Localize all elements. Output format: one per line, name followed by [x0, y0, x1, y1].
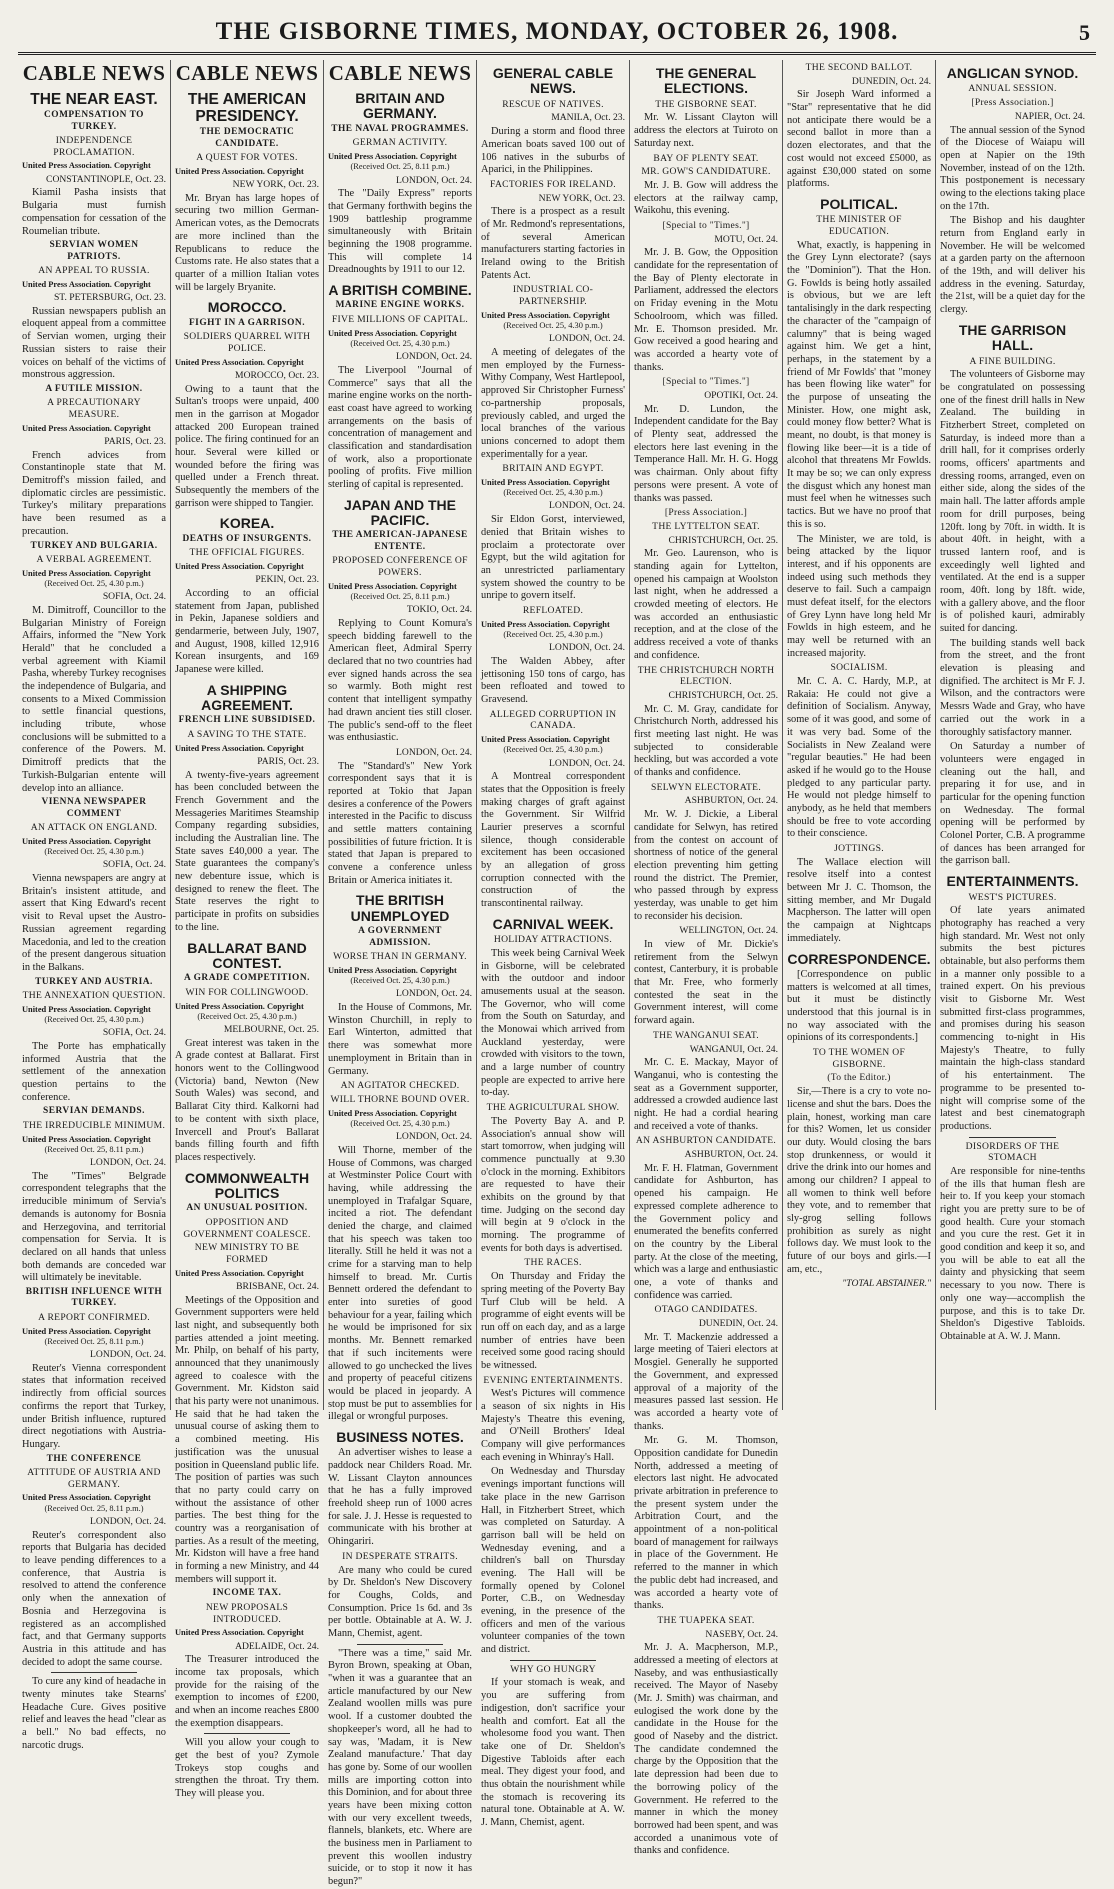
headline: MOROCCO.: [207, 299, 287, 316]
received-date: (Received Oct. 25, 4.30 p.m.): [44, 578, 144, 588]
headline: BRITAIN AND GERMANY.: [355, 90, 445, 122]
press-credit: [Press Association.]: [971, 97, 1054, 109]
press-credit: United Press Association. Copyright: [22, 1134, 151, 1144]
advertisement: To cure any kind of headache in twenty minutes take Stearns' Headache Cure. Gives positive relief and leaves the head "clear as a bell." No bad effects, no narcotic drugs.: [22, 1676, 166, 1751]
dateline: ST. PETERSBURG, Oct. 23.: [53, 292, 166, 304]
deck: SELWYN ELECTORATE.: [650, 781, 762, 793]
dateline: SOFIA, Oct. 24.: [102, 591, 166, 603]
received-date: (Received Oct. 25, 4.30 p.m.): [350, 338, 450, 348]
article-text: Mr. J. A. Macpherson, M.P., addressed a meeting of electors at Naseby, and was enthusiastically received. The Mayor of Naseby (Mr. J. Smith) was chairman, and eulogised the work done by the candidate in the House for the good of Naseby and the district. The candidate condemned the charge by the Opposition that the late depression had been due to the borrowing policy of the Government. He referred to the manner in which the money borrowed had been spent, and was accorded a unanimous vote of thanks and confidence.: [634, 1642, 778, 1857]
received-date: (Received Oct. 25, 4.30 p.m.): [503, 488, 603, 498]
press-credit: United Press Association. Copyright: [328, 965, 457, 975]
press-credit: [Press Association.]: [664, 507, 748, 519]
deck: OTAGO CANDIDATES.: [654, 1304, 758, 1316]
deck: WILL THORNE BOUND OVER.: [330, 1093, 470, 1105]
received-date: (Received Oct. 25, 8.11 p.m.): [44, 1503, 144, 1513]
article-text: Russian newspapers publish an eloquent appeal from a committee of Servian women, urging their Russian sisters to raise their voices on behalf of the victims of monstrous aggression.: [22, 305, 166, 381]
article-text: Are many who could be cured by Dr. Sheldon's New Discovery for Coughs, Colds, and Consumption. Price 1s 6d. and 3s per bottle. Obtainable at A. W. J. Mann, Chemist, agent.: [328, 1564, 472, 1639]
article-text: Of late years animated photography has reached a very high standard. Mr. West not only submits the best pictures obtainable, but also performs them in a manner only possible to a trained expert. On his previous visit to Gisborne Mr. West submitted first-class programmes, and promises during his season commencing to-night in His Majesty's Theatre, to fully maintain the high-class standard of his entertainment. The programme to be presented to-night will comprise some of the latest and best cinematograph productions.: [940, 905, 1085, 1132]
dateline: OPOTIKI, Oct. 24.: [704, 390, 778, 401]
article-text: Mr. J. B. Gow, the Opposition candidate for the representation of the Bay of Plenty electorate in Parliament, addressed the electors on Friday evening in the Motu Schoolroom, which was filled. Mr. E. Thomson presided. Mr. Gow received a good hearing and was accorded a hearty vote of thanks.: [634, 247, 778, 373]
article-text: Mr. C. A. C. Hardy, M.P., at Rakaia: He could not give a definition of Socialism. Anyway, some of it was good, and some of it was very bad. Some of the Socialists in New Zealand were "regular beauties." He had been asked if he would go to the House pledged to any particular party. He would not pledge himself to anybody, as he held that members should be free to vote according to their conscience.: [787, 676, 931, 840]
subheadline: FRENCH LINE SUBSIDISED.: [178, 715, 316, 726]
headline: THE NEAR EAST.: [30, 91, 158, 109]
subheadline: THE NAVAL PROGRAMMES.: [331, 123, 469, 134]
dateline: PARIS, Oct. 23.: [104, 436, 166, 448]
article-text: "There was a time," said Mr. Byron Brown, speaking at Oban, "when it was a guarantee that an article manufactured by our New Zealand woollen mills was pure wool. If a customer doubted the shopkeeper's word, all he had to say was, 'Madam, it is New Zealand manufacture.' That day has gone by. Some of our woollen mills are importing cotton into this Dominion, and for about three years have been mixing cotton with our very excellent tweeds, flannels, blankets, etc. Where are the business men in Parliament to prevent this woollen industry suicide, or to stop it now it has begun?": [328, 1647, 472, 1888]
deck: THE MINISTER OF EDUCATION.: [816, 214, 902, 237]
press-credit: United Press Association. Copyright: [328, 1108, 457, 1118]
dateline: MOROCCO, Oct. 23.: [235, 369, 319, 381]
dateline: MOTU, Oct. 24.: [714, 233, 778, 245]
column-banner: CABLE NEWS: [175, 61, 319, 85]
dateline: ASHBURTON, Oct. 24.: [684, 1149, 778, 1161]
salutation: (To the Editor.): [827, 1072, 891, 1084]
article-text: The Walden Abbey, after jettisoning 150 tons of cargo, has been refloated and towed to Gravesend.: [481, 655, 625, 705]
dateline: LONDON, Oct. 24.: [90, 1157, 166, 1169]
deck: THE LYTTELTON SEAT.: [652, 520, 760, 532]
deck: INDEPENDENCE PROCLAMATION.: [53, 135, 135, 158]
received-date: (Received Oct. 25, 4.30 p.m.): [350, 976, 450, 986]
special-credit: [Special to "Times."]: [662, 376, 750, 388]
article-text: Vienna newspapers are angry at Britain's insistent attitude, and assert that King Edward's recent visit to Reval upset the Austro-Russian agreement regarding Macedonia, and led to the creation of the present dangerous situation in the Balkans.: [22, 873, 166, 973]
press-credit: United Press Association. Copyright: [22, 836, 151, 846]
deck: FIVE MILLIONS OF CAPITAL.: [331, 313, 469, 325]
press-credit: United Press Association. Copyright: [175, 561, 304, 571]
deck: THE ANNEXATION QUESTION.: [22, 990, 166, 1002]
divider: [51, 1672, 137, 1673]
subheadline: A FUTILE MISSION.: [45, 383, 143, 394]
dateline: PARIS, Oct. 23.: [257, 755, 319, 767]
deck: DISORDERS OF THE STOMACH: [965, 1140, 1060, 1164]
deck: A PRECAUTIONARY MEASURE.: [47, 397, 141, 421]
article-text: There is a prospect as a result of Mr. Redmond's representations, of several American manufacturers starting factories in Ireland owing to the British Patents Act.: [481, 206, 625, 281]
headline: ENTERTAINMENTS.: [946, 873, 1079, 890]
dateline: LONDON, Oct. 24.: [396, 746, 472, 758]
dateline: CHRISTCHURCH, Oct. 25.: [668, 534, 778, 546]
subheadline: INCOME TAX.: [212, 1588, 282, 1599]
headline: JAPAN AND THE PACIFIC.: [343, 496, 456, 529]
press-credit: United Press Association. Copyright: [22, 1326, 151, 1336]
subheadline: SERVIAN DEMANDS.: [43, 1106, 145, 1117]
article-text: The Liverpool "Journal of Commerce" says that all the marine engine works on the north-east coast have agreed to working arrangements on the basis of concentration of management and classification and standardisation of work, also a proportionate pooling of profits. Five million sterling of capital is represented.: [328, 364, 472, 491]
deck: NEW PROPOSALS INTRODUCED.: [205, 1601, 289, 1625]
deck: WHY GO HUNGRY: [510, 1663, 596, 1675]
column-4: [477, 60, 630, 1829]
article-text: Reuter's Vienna correspondent states that information received indirectly from official sources confirms the report that Turkey, under British influence, ruptured direct negotiations with Austria-Hungary.: [22, 1362, 166, 1450]
advertisement: Are responsible for nine-tenths of the ills that human flesh are heir to. If you keep your stomach right you are pretty sure to be of good health. Cure your stomach and you cure the rest. Get it in good condition and keep it so, and you will be able to eat all the dainty and physicking that seem necessary to you now. There is only one way—accomplish the purpose, and this is to take Dr. Sheldon's Digestive Tabloids. Obtainable at A. W. J. Mann.: [940, 1165, 1085, 1342]
deck: EVENING ENTERTAINMENTS.: [483, 1374, 623, 1386]
press-credit: United Press Association. Copyright: [22, 423, 151, 433]
deck: THE AGRICULTURAL SHOW.: [486, 1102, 620, 1114]
headline: ANGLICAN SYNOD.: [946, 65, 1079, 81]
dateline: CHRISTCHURCH, Oct. 25.: [668, 689, 778, 701]
subheadline: FIGHT IN A GARRISON.: [188, 317, 306, 328]
dateline: LONDON, Oct. 24.: [90, 1515, 166, 1527]
deck: ATTITUDE OF AUSTRIA AND GERMANY.: [27, 1467, 161, 1490]
headline: THE AMERICAN PRESIDENCY.: [187, 91, 307, 126]
dateline: NAPIER, Oct. 24.: [1014, 110, 1085, 122]
press-credit: United Press Association. Copyright: [22, 1004, 151, 1014]
article-text: In the House of Commons, Mr. Winston Churchill, in reply to Earl Winterton, admitted that there was somewhat more unemployment in Britain than in Germany.: [328, 1002, 472, 1077]
article-text: The Poverty Bay A. and P. Association's annual show will start tomorrow, when judging will commence punctually at 9.30 o'clock in the morning. Exhibitors are requested to have their exhibits on the ground by that time. Judging on the second day will begin at 9 o'clock in the morning. The programme of events for both days is advertised.: [481, 1115, 625, 1254]
headline: POLITICAL.: [820, 195, 898, 212]
deck: THE RACES.: [524, 1257, 582, 1269]
headline: GENERAL CABLE NEWS.: [492, 65, 614, 97]
article-text: The Minister, we are told, is being attacked by the liquor interest, and if his opponents are indeed using such methods they deserve to fail. Such a campaign must defeat itself, for the electors of Grey Lynn have long held Mr Fowlds in high esteem, and he may well be returned with an increased majority.: [787, 533, 931, 659]
deck: THE WANGANUI SEAT.: [652, 1029, 760, 1041]
dateline: WANGANUI, Oct. 24.: [689, 1043, 778, 1055]
article-text: Mr. C. E. Mackay, Mayor of Wanganui, who is contesting the seat as a Government supporter, addressed a crowded audience last night. He had a cordial hearing and received a vote of thanks.: [634, 1057, 778, 1132]
deck: A REPORT CONFIRMED.: [38, 1311, 150, 1323]
received-date: (Received Oct. 25, 8.11 p.m.): [350, 162, 450, 172]
article-text: According to an official statement from Japan, published in Pekin, Japanese soldiers and gendarmerie, between July, 1907, and August, 1908, killed 12,916 Korean insurgents, and 169 Japanese were killed.: [175, 587, 319, 676]
article-text: The building stands well back from the street, and the front elevation is pleasing and dignified. The architect is Mr F. J. Wilson, and the contractors were Messrs Wade and Gray, who have carried out the work in a thoroughly satisfactory manner.: [940, 637, 1085, 738]
subheadline: BRITISH INFLUENCE WITH TURKEY.: [25, 1286, 163, 1309]
deck: ANNUAL SESSION.: [968, 83, 1057, 95]
dateline: LONDON, Oct. 24.: [90, 1349, 166, 1361]
subheadline: SERVIAN WOMEN PATRIOTS.: [49, 240, 139, 262]
subheadline: THE AMERICAN-JAPANESE ENTENTE.: [332, 530, 468, 552]
received-date: (Received Oct. 25, 4.30 p.m.): [503, 321, 603, 331]
press-credit: United Press Association. Copyright: [22, 279, 151, 289]
deck: A FINE BUILDING.: [969, 355, 1056, 367]
dateline: BRISBANE, Oct. 24.: [236, 1280, 319, 1292]
article-text: Mr. D. Lundon, the Independent candidate for the Bay of Plenty seat, addressed the electors here last evening in the Temperance Hall. Mr. H. G. Hogg was chairman. Only about fifty persons were present. A vote of thanks was passed.: [634, 403, 778, 504]
article-text: A Montreal correspondent states that the Opposition is freely making charges of graft against the Government. Sir Wilfrid Laurier preserves a scornful silence, though considerable excitement has been occasioned by an allegation of gross corruption connected with the construction of the transcontinental railway.: [481, 771, 625, 910]
deck: MR. GOW'S CANDIDATURE.: [641, 166, 771, 178]
article-text: A meeting of delegates of the men employed by the Furness-Withy Company, West Hartlepool, approved Sir Christopher Furness' co-partnership proposals, previously cabled, and urged the local branches of the various unions concerned to adopt them experimentally for a year.: [481, 347, 625, 460]
deck: BAY OF PLENTY SEAT.: [653, 152, 759, 164]
received-date: (Received Oct. 25, 4.30 p.m.): [503, 745, 603, 755]
press-credit: United Press Association. Copyright: [481, 477, 610, 487]
dateline: LONDON, Oct. 24.: [549, 333, 625, 345]
dateline: ASHBURTON, Oct. 24.: [684, 795, 778, 807]
press-credit: United Press Association. Copyright: [328, 152, 457, 162]
deck: FACTORIES FOR IRELAND.: [490, 178, 616, 190]
headline: COMMONWEALTH POLITICS: [184, 1169, 310, 1201]
article-text: Sir Eldon Gorst, interviewed, denied that Britain wishes to proclaim a protectorate over Egypt, but the wild agitation for an unrestricted parliamentary system showed the country to be unripe to govern itself.: [481, 514, 625, 602]
column-banner: CABLE NEWS: [328, 61, 472, 85]
letter-signature: "TOTAL ABSTAINER.": [842, 1278, 931, 1290]
deck: OPPOSITION AND GOVERNMENT COALESCE.: [183, 1216, 311, 1240]
article-text: In view of Mr. Dickie's retirement from the Selwyn contest, Canterbury, it is probable that Mr. Free, who formerly contested the seat in the Government interest, will come forward again.: [634, 939, 778, 1027]
article-text: Sir Joseph Ward informed a "Star" representative that he did not anticipate there would be a second ballot in more than a dozen electorates, and that the cost would not exceed £5000, as against £30,000 stated on some platforms.: [787, 89, 931, 190]
received-date: (Received Oct. 25, 4.30 p.m.): [197, 1011, 297, 1021]
article-text: M. Dimitroff, Councillor to the Bulgarian Ministry of Foreign Affairs, informed the "New York Herald" that he concluded a verbal agreement with Kiamil Pasha, whereby Turkey recognises the independence of Bulgaria, and consents to a Mixed Commission to settle financial questions, including tribute, whose conclusions will be submitted to a conference of the Powers. M. Dimitroff predicts that the Turkish-Bulgarian entente will develop into an alliance.: [22, 604, 166, 794]
headline: CORRESPONDENCE.: [787, 950, 931, 967]
article-text: A twenty-five-years agreement has been concluded between the French Government and the Messageries Maritimes Steamship Company regarding subsidies, including the Australian line. The State saves £40,000 a year. The State guarantees the company's new debenture issue, which is designed to renew the fleet. The State reserves the right to participate in profits on subsidies to the line.: [175, 769, 319, 933]
deck: WEST'S PICTURES.: [968, 891, 1057, 903]
article-text: Reuter's correspondent also reports that Bulgaria has decided to leave pending differences to a conference, that Austria is resolved to attend the conference only when the annexation of Bosnia and Herzegovina is registered as an accomplished fact, and that Germany supports Austria in this attitude and has decided to adopt the same course.: [22, 1529, 166, 1668]
column-1: [18, 60, 171, 1751]
dateline: LONDON, Oct. 24.: [549, 642, 625, 654]
dateline: NASEBY, Oct. 24.: [705, 1628, 778, 1640]
article-text: The "Daily Express" reports that Germany forthwith begins the 1909 battleship programme simultaneously with Britain beginning the 1908 programme. This will complete 14 Dreadnoughts by 1911 to our 12.: [328, 188, 472, 276]
subheadline: VIENNA NEWSPAPER COMMENT: [41, 797, 147, 819]
dateline: LONDON, Oct. 24.: [396, 351, 472, 363]
press-credit: United Press Association. Copyright: [175, 1628, 304, 1638]
received-date: (Received Oct. 25, 4.30 p.m.): [44, 1015, 144, 1024]
dateline: LONDON, Oct. 24.: [396, 174, 472, 186]
special-credit: [Special to "Times."]: [662, 220, 750, 232]
dateline: MELBOURNE, Oct. 25.: [223, 1024, 319, 1035]
deck: A QUEST FOR VOTES.: [196, 152, 298, 164]
headline: BALLARAT BAND CONTEST.: [187, 939, 307, 971]
deck: WORSE THAN IN GERMANY.: [333, 951, 467, 963]
press-credit: United Press Association. Copyright: [481, 310, 610, 320]
headline: BUSINESS NOTES.: [336, 1428, 464, 1445]
subheadline: TURKEY AND BULGARIA.: [30, 540, 158, 551]
dateline: PEKIN, Oct. 23.: [255, 574, 319, 586]
article-text: Mr. G. M. Thomson, Opposition candidate for Dunedin North, addressed a meeting of electors last night. He advocated private arbitration in preference to the present system under the Arbitration Court, and the appointment of a non-political board of management for railways in place of the Government. He referred to the manner in which the public debt had increased, and was accorded a hearty vote of thanks.: [634, 1435, 778, 1612]
advertisement: If your stomach is weak, and you are suffering from indigestion, don't sacrifice your health and comfort. Eat all the wholesome food you want. Then take one of Dr. Sheldon's Digestive Tabloids after each meal. They digest your food, and thus obtain the nourishment while the stomach is recovering its natural tone. Obtainable at A. W. J. Mann, Chemist, agent.: [481, 1677, 625, 1829]
article-text: This week being Carnival Week in Gisborne, will be celebrated with the outdoor and indoor amusements usual at the season. The Governor, who will come from the South on Saturday, and the Monowai which arrived from Auckland yesterday, were crowded with visitors to the town, and a large number of country people are expected to arrive here to-day.: [481, 947, 625, 1099]
subheadline: COMPENSATION TO TURKEY.: [44, 110, 144, 132]
column-2: [171, 60, 324, 1800]
press-credit: United Press Association. Copyright: [481, 619, 610, 629]
masthead: [18, 12, 1096, 55]
dateline: ADELAIDE, Oct. 24.: [235, 1640, 319, 1652]
deck: THE IRREDUCIBLE MINIMUM.: [22, 1119, 166, 1131]
dateline: MANILA, Oct. 23.: [551, 112, 625, 124]
deck: RESCUE OF NATIVES.: [502, 98, 604, 110]
article-text: The Wallace election will resolve itself into a contest between Mr J. C. Thomson, the sitting member, and Mr Dugald Macpherson. The latter will open the campaign at Nightcaps immediately.: [787, 856, 931, 944]
deck: THE SECOND BALLOT.: [805, 62, 913, 73]
column-5: [630, 60, 783, 1857]
headline: A BRITISH COMBINE.: [328, 282, 472, 299]
editor-note: [Correspondence on public matters is welcomed at all times, but it must be distinctly understood that this journal is in no way associated with the opinions of its correspondents.]: [787, 968, 931, 1044]
deck: TO THE WOMEN OF GISBORNE.: [812, 1047, 906, 1070]
letter-text: Sir,—There is a cry to vote no-license and shut the bars. Does the plain, honest, working man care for this? Women, let us consider our duty. Would closing the bars stop drunkenness, or would it drive the drink into our homes and among our children? I appeal to all women to think well before they vote, and to remember that sly-grog selling follows prohibition as surely as night follows day. We must look to the future of our boys and girls.—I am, etc.,: [787, 1086, 931, 1275]
received-date: (Received Oct. 25, 8.11 p.m.): [44, 1144, 144, 1154]
article-text: Mr. C. M. Gray, candidate for Christchurch North, addressed his first meeting last night. He was subjected to considerable heckling, but was accorded a vote of thanks and confidence.: [634, 703, 778, 779]
article-text: On Thursday and Friday the spring meeting of the Poverty Bay Turf Club will be held. A programme of eight events will be run off on each day, and as a large number of entries have been received some good racing should be witnessed.: [481, 1271, 625, 1371]
article-text: On Wednesday and Thursday evenings important functions will take place in the new Garrison Hall, in Fitzherbert Street, which was completed on Saturday. A garrison ball will be held on Wednesday evening, and a children's ball on Thursday evening. The Hall will be formally opened by Colonel Porter, C.B., on Wednesday evening, in the presence of the officers and men of the various volunteer companies of the town and district.: [481, 1466, 625, 1656]
received-date: (Received Oct. 25, 4.30 p.m.): [44, 847, 144, 857]
deck: AN ATTACK ON ENGLAND.: [30, 822, 158, 834]
advertisement: Will you allow your cough to get the best of you? Zymole Trokeys stop coughs and strengthen the throat. Try them. They will please you.: [175, 1737, 319, 1800]
deck: SOCIALISM.: [830, 662, 888, 674]
column-6: [783, 60, 936, 1410]
article-text: The "Standard's" New York correspondent says that it is reported at Tokio that Japan desires a conference of the Powers interested in the Pacific to discuss and settle matters containing possibilities of future friction. It is stated that Japan is prepared to convene a conference unless Britain or America initiates it.: [328, 760, 472, 886]
headline: A SHIPPING AGREEMENT.: [201, 681, 293, 714]
press-credit: United Press Association. Copyright: [175, 1268, 304, 1278]
press-credit: United Press Association. Copyright: [175, 357, 304, 367]
article-text: Great interest was taken in the A grade contest at Ballarat. First honors went to the Collingwood (Victoria) band, Newton (New South Wales) was second, and Ballarat City third. Kalkorni had to be content with sixth place, Invercell and Prout's Ballarat bands filling fourth and fifth places respectively.: [175, 1037, 319, 1163]
deck: SOLDIERS QUARREL WITH POLICE.: [183, 331, 311, 354]
press-credit: United Press Association. Copyright: [22, 1493, 151, 1503]
columns: [18, 60, 1096, 1888]
headline: KOREA.: [219, 515, 275, 532]
article-text: On Saturday a number of volunteers were engaged in cleaning out the hall, and preparing it for use, and in particular for the opening function on Wednesday. The formal opening will be performed by Colonel Porter, C.B. A programme of dances has been arranged for the garrison ball.: [940, 741, 1085, 867]
deck: GERMAN ACTIVITY.: [352, 137, 448, 149]
deck: ALLEGED CORRUPTION IN CANADA.: [489, 708, 617, 732]
article-text: The Treasurer introduced the income tax proposals, which provide for the raising of the exemption to incomes of £200, and when an income reaches £800 the exemption disappears.: [175, 1654, 319, 1729]
press-credit: United Press Association. Copyright: [175, 166, 304, 176]
subheadline: MARINE ENGINE WORKS.: [335, 300, 465, 311]
deck: JOTTINGS.: [834, 843, 884, 855]
dateline: LONDON, Oct. 24.: [396, 988, 472, 1000]
dateline: NEW YORK, Oct. 23.: [232, 179, 319, 191]
dateline: LONDON, Oct. 24.: [549, 500, 625, 512]
press-credit: United Press Association. Copyright: [175, 1001, 304, 1011]
column-banner: CABLE NEWS: [22, 61, 166, 85]
deck: INDUSTRIAL CO-PARTNERSHIP.: [512, 284, 594, 308]
dateline: DUNEDIN, Oct. 24.: [698, 1318, 778, 1330]
press-credit: United Press Association. Copyright: [175, 743, 304, 753]
deck: REFLOATED.: [522, 604, 584, 616]
subheadline: A GOVERNMENT ADMISSION.: [358, 926, 442, 948]
column-7: [936, 60, 1089, 1410]
dateline: LONDON, Oct. 24.: [549, 757, 625, 769]
article-text: The "Times" Belgrade correspondent telegraphs that the irreducible minimum of Servia's demands is autonomy for Bosnia and Herzegovina, and territorial compensation for Servia. It is declared on all hands that unless both demands are conceded war will ultimately be inevitable.: [22, 1170, 166, 1284]
deck: THE TUAPEKA SEAT.: [657, 1614, 755, 1626]
masthead-title: THE GISBORNE TIMES, MONDAY, OCTOBER 26, 1908.: [215, 18, 899, 45]
article-text: Meetings of the Opposition and Government supporters were held last night, and subsequently both parties attended a joint meeting. Mr. Philp, on behalf of his party, announced that they unanimously agreed to coalesce with the Government. Mr. Kidston said that his party were not unanimous. He said that he had taken the unusual course of asking them to a combined meeting. His justification was the unusual position in Queensland public life. The position of parties was such that no party could carry on without the assistance of other parties. The best thing for the country was a reorganisation of parties. As a result of the meeting, Mr. Kidston will have a free hand in forming a new Ministry, and 44 members will support it.: [175, 1294, 319, 1585]
deck: HOLIDAY ATTRACTIONS.: [493, 934, 613, 946]
deck: A SAVING TO THE STATE.: [187, 728, 307, 740]
page-number: 5: [1079, 20, 1090, 45]
article-text: Mr. W. Lissant Clayton will address the electors at Tuiroto on Saturday next.: [634, 112, 778, 149]
article-text: Replying to Count Komura's speech bidding farewell to the American fleet, Admiral Sperry declared that no two countries had ever signed hands across the sea so warmly. Both might rest content that intelligent sympathy had drawn ancient ties still closer. The public's send-off to the fleet was enthusiastic.: [328, 618, 472, 744]
subheadline: AN UNUSUAL POSITION.: [186, 1203, 308, 1214]
article-text: Mr. W. J. Dickie, a Liberal candidate for Selwyn, has retired from the contest on account of shortness of notice of the general election preventing him getting round the district. The Premier, who passed through by express yesterday, was unable to get him to reconsider his decision.: [634, 809, 778, 922]
dateline: SOFIA, Oct. 24.: [102, 1027, 166, 1039]
article-text: The annual session of the Synod of the Diocese of Waiapu will open at Napier on the 19th November, instead of on the 12th. This postponement is necessary owing to the elections taking place on the 17th.: [940, 124, 1085, 212]
article-text: During a storm and flood three American boats saved 100 out of 106 natives in the suburbs of Aparici, in the Philippines.: [481, 126, 625, 176]
deck: AN APPEAL TO RUSSIA.: [38, 265, 150, 277]
article-text: The volunteers of Gisborne may be congratulated on possessing one of the finest drill halls in New Zealand. The building in Fitzherbert Street, completed on Saturday, is indeed more than a drill hall, for it comprises orderly rooms, officers' apartments and dressing rooms, arranged, even on either side, along the sides of the main hall. The latter affords ample room for drill purposes, being 120ft. long by 70ft. in width. It is about 40ft. in height, with a trussed lantern roof, and is exceedingly well lighted and ventilated. At the end is a supper room, 40ft. long by 18ft. wide, with a gallery above, and the floor is of polished kauri, admirably suited for dancing.: [940, 369, 1085, 635]
dateline: TOKIO, Oct. 24.: [406, 604, 472, 616]
press-credit: United Press Association. Copyright: [328, 328, 457, 338]
subheadline: A GRADE COMPETITION.: [184, 973, 310, 984]
dateline: SOFIA, Oct. 24.: [102, 859, 166, 871]
press-credit: United Press Association. Copyright: [328, 581, 457, 591]
article-text: An advertiser wishes to lease a paddock near Childers Road. Mr. W. Lissant Clayton announces that he has a fully improved freehold sheep run of 1000 acres for sale. J. J. Hesse is requested to communicate with his brother at Ohingariri.: [328, 1447, 472, 1548]
headline: CARNIVAL WEEK.: [492, 915, 614, 932]
article-text: Owing to a taunt that the Sultan's troops were unpaid, 400 men in the garrison at Mogador attacked 200 European trained police. The firing continued for an hour. Several were killed or wounded before the firing was quelled under a French threat. Subsequently the members of the garrison were shipped to Tangier.: [175, 383, 319, 509]
deck: THE GISBORNE SEAT.: [655, 98, 757, 110]
article-text: What, exactly, is happening in the Grey Lynn electorate? (says the "Dominion"). That the Hon. G. Fowlds is being hotly assailed is obvious, but we are left tantalisingly in the dark respecting the character of the "campaign of calumny" that is being waged against him. We get a hint, perhaps, in the statement by a friend of Mr Fowlds' that "money has been flowing like water" for the purpose of unseating the Minister. How, one might ask, could money flow better? What is meant, no doubt, is that money is flowing like beer—it is a tide of alcohol that threatens Mr Fowlds. It may be so; we can only express the disgust which any honest man must feel when he witnesses such tactics. But we have no proof that this is so.: [787, 239, 931, 530]
deck: NEW MINISTRY TO BE FORMED: [194, 1242, 300, 1265]
deck: BRITAIN AND EGYPT.: [502, 463, 604, 475]
subheadline: DEATHS OF INSURGENTS.: [182, 533, 312, 544]
deck: THE CHRISTCHURCH NORTH ELECTION.: [637, 664, 775, 688]
received-date: (Received Oct. 25, 8.11 p.m.): [350, 592, 450, 602]
divider: [357, 1644, 443, 1645]
deck: AN ASHBURTON CANDIDATE.: [635, 1135, 777, 1147]
received-date: (Received Oct. 25, 4.30 p.m.): [350, 1118, 450, 1128]
dateline: WELLINGTON, Oct. 24.: [679, 925, 778, 937]
divider: [969, 1137, 1056, 1138]
dateline: NEW YORK, Oct. 23.: [538, 192, 625, 204]
article-text: Mr. T. Mackenzie addressed a large meeting of Taieri electors at Mosgiel. Generally he supported the Government, and expressed approval of a majority of the measures passed last session. He was accorded a hearty vote of thanks.: [634, 1331, 778, 1432]
deck: IN DESPERATE STRAITS.: [342, 1550, 458, 1562]
subheadline: TURKEY AND AUSTRIA.: [35, 976, 153, 987]
deck: PROPOSED CONFERENCE OF POWERS.: [332, 555, 468, 579]
divider: [204, 1733, 290, 1734]
headline: THE GARRISON HALL.: [958, 321, 1067, 354]
article-text: The Porte has emphatically informed Austria that the settlement of the annexation question pertains to the conference.: [22, 1040, 166, 1103]
deck: A VERBAL AGREEMENT.: [36, 554, 152, 566]
headline: THE BRITISH UNEMPLOYED: [350, 892, 450, 924]
received-date: (Received Oct. 25, 4.30 p.m.): [503, 629, 603, 639]
dateline: LONDON, Oct. 24.: [396, 1131, 472, 1143]
subheadline: THE DEMOCRATIC CANDIDATE.: [199, 127, 295, 149]
article-text: French advices from Constantinople state that M. Demitroff's mission failed, and diplomatic circles are pessimistic. Turkey's military preparations have been resumed as a precaution.: [22, 449, 166, 537]
received-date: (Received Oct. 25, 8.11 p.m.): [44, 1336, 144, 1346]
divider: [510, 1660, 596, 1661]
deck: THE OFFICIAL FIGURES.: [189, 547, 305, 559]
press-credit: United Press Association. Copyright: [481, 735, 610, 745]
article-text: Mr. Bryan has large hopes of securing two million German-American votes, as the Democrats are more inclined than the Republicans to reduce the Customs rate. He also states that a quarter of a million Italian votes will be largely Bryanite.: [175, 192, 319, 293]
article-text: Mr. F. H. Flatman, Government candidate for Ashburton, has opened his campaign. He expressed complete adherence to the Government policy and enumerated the benefits conferred on the country by the Liberal party. At the close of the meeting, which was a large and enthusiastic one, a vote of thanks and confidence was carried.: [634, 1162, 778, 1301]
headline: THE GENERAL ELECTIONS.: [655, 65, 757, 97]
article-text: West's Pictures will commence a season of six nights in His Majesty's Theatre this evening, and O'Neill Brothers' Ideal Company will give performances each evening in Whinray's Hall.: [481, 1388, 625, 1463]
article-text: Will Thorne, member of the House of Commons, was charged at Westminster Police Court with having, while addressing the unemployed in Trafalgar Square, incited a riot. The defendant denied the charge, and claimed that his speech was taken too literally. Still he held it was not a crime for a starving man to help himself to bread. Mr. Curtis Bennett ordered the defendant to enter into sureties of good behaviour for a year, failing which he would be imprisoned for six months. Mr. Bennett remarked that if such incitements were allowed to go unchecked the lives and property of peaceful citizens would be placed in jeopardy. A stop must be put to assemblies for illegal or wrongful purposes.: [328, 1144, 472, 1423]
dateline: CONSTANTINOPLE, Oct. 23.: [46, 173, 166, 185]
article-text: The Bishop and his daughter return from England early in November. He will be welcomed at a garden party on the afternoon of the 19th, and will deliver his address in the evening. Saturday, the 21st, will be a quiet day for the clergy.: [940, 215, 1085, 316]
dateline: DUNEDIN, Oct. 24.: [851, 75, 931, 87]
subheadline: THE CONFERENCE: [46, 1453, 142, 1464]
press-credit: United Press Association. Copyright: [22, 161, 151, 171]
article-text: Mr. J. B. Gow will address the electors at the railway camp, Waikohu, this evening.: [634, 179, 778, 217]
column-3: [324, 60, 477, 1888]
press-credit: United Press Association. Copyright: [22, 568, 151, 578]
article-text: Mr. Geo. Laurenson, who is standing again for Lyttelton, opened his campaign at Woolston last night, when he addressed a crowded meeting of electors. He was accorded an enthusiastic reception, and at the close of the address received a vote of thanks and confidence.: [634, 548, 778, 661]
deck: WIN FOR COLLINGWOOD.: [185, 986, 309, 998]
article-text: Kiamil Pasha insists that Bulgaria must furnish compensation for cessation of the Roumelian tribute.: [22, 187, 166, 237]
deck: AN AGITATOR CHECKED.: [340, 1080, 460, 1092]
